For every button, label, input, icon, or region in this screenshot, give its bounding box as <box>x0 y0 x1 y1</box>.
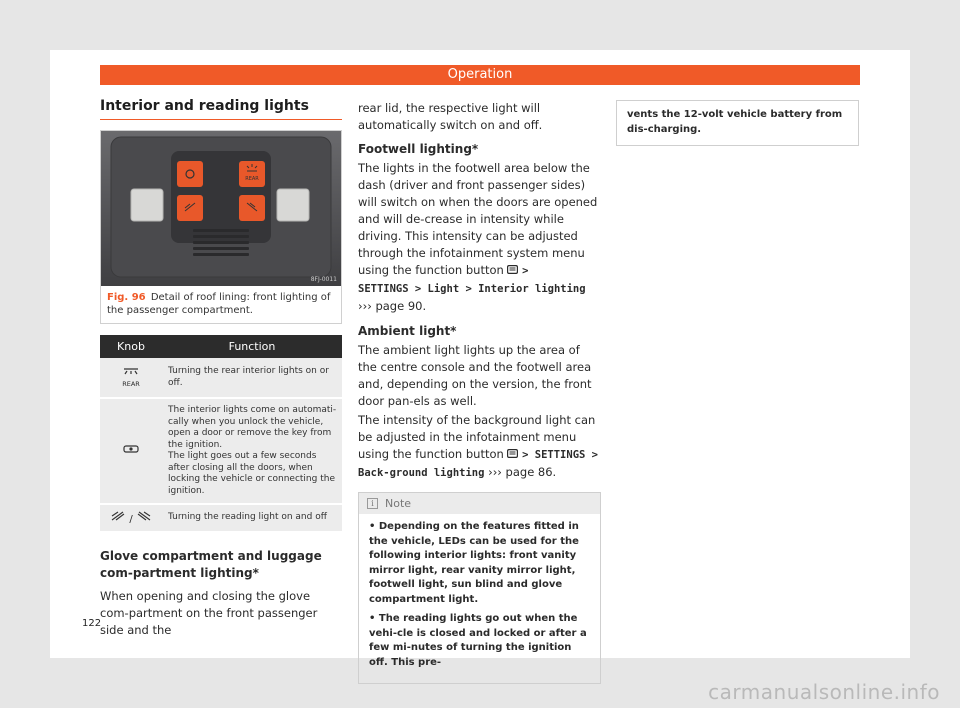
watermark: carmanualsonline.info <box>708 680 940 704</box>
footwell-title: Footwell lighting* <box>358 142 479 156</box>
figure-number: Fig. 96 <box>107 292 146 303</box>
footwell-paragraph <box>358 160 601 315</box>
rear-interior-light-icon <box>121 367 141 377</box>
figure-caption <box>101 286 341 323</box>
chapter-header: Operation <box>100 65 860 85</box>
ambient-text-1: The ambient light lights up the area of the centre console and the footwell area and, depending on the version, the front door pan-els as well. <box>358 343 592 408</box>
table-header-knob: Knob <box>100 335 162 358</box>
figure-96 <box>100 130 342 324</box>
note-item: • The reading lights go out when the vehi-cle is closed and locked or after a few mi-nutes of turning the ignition off. This pre- <box>369 613 587 668</box>
knob-function-table <box>100 335 342 533</box>
ambient-page-ref[interactable]: ››› page 86. <box>488 465 557 479</box>
function-cell: Turning the reading light on and off <box>162 504 342 532</box>
table-row <box>100 358 342 398</box>
page-number: 122 <box>82 618 102 629</box>
rear-button-label: REAR <box>245 176 259 182</box>
column-middle <box>358 100 601 684</box>
reading-light-left-icon <box>110 510 126 522</box>
footwell-menu-path: SETTINGS > Light > Interior lighting <box>358 283 586 295</box>
ambient-text-2: The intensity of the background light can be adjusted in the infotainment menu using the function button <box>358 413 596 461</box>
column-right <box>616 100 859 146</box>
ambient-paragraph-2 <box>358 412 601 482</box>
continued-text: rear lid, the respective light will automatically switch on and off. <box>358 101 543 132</box>
ambient-title: Ambient light* <box>358 324 457 338</box>
infotainment-menu-icon <box>507 265 518 274</box>
roof-lining-photo <box>101 131 341 286</box>
function-cell <box>162 398 342 504</box>
table-row <box>100 504 342 532</box>
table-row <box>100 398 342 504</box>
figure-caption-text: Detail of roof lining: front lighting of the passenger compartment. <box>107 292 331 316</box>
function-cell: Turning the rear interior lights on or off. <box>162 358 342 398</box>
reading-light-right-icon <box>136 510 152 522</box>
manual-page <box>50 50 910 668</box>
note-body <box>359 514 600 683</box>
note-item: • Depending on the features fitted in the vehicle, LEDs can be used for the following interior lights: front vanity mirror light, rear vanity mirror light, footwell light, sun blind and glove compartment light. <box>369 521 579 605</box>
note-box <box>358 492 601 684</box>
knob-cell <box>100 398 162 504</box>
note-header <box>359 493 600 514</box>
figure-code: 8FJ-0011 <box>310 276 337 283</box>
function-text: The interior lights come on automati-cally when you unlock the vehicle, open a door or remove the key from the ignition. <box>168 405 337 450</box>
glove-title: Glove compartment and luggage com-partment lighting* <box>100 549 322 580</box>
ambient-menu-path: > SETTINGS > Back-ground lighting <box>358 449 598 479</box>
footwell-menu-sep: > <box>522 265 529 277</box>
section-title: Interior and reading lights <box>100 98 342 120</box>
table-header-function: Function <box>162 335 342 358</box>
table-header-row <box>100 335 342 358</box>
roof-lining-illustration <box>101 131 341 286</box>
knob-cell <box>100 504 162 532</box>
info-icon: i <box>367 498 378 509</box>
knob-separator: / <box>129 513 133 525</box>
footwell-page-ref[interactable]: ››› page 90. <box>358 299 427 313</box>
infotainment-menu-icon <box>507 449 518 458</box>
glove-text: When opening and closing the glove com-partment on the front passenger side and the <box>100 589 318 637</box>
door-contact-light-icon <box>122 444 140 454</box>
column-left <box>100 98 342 639</box>
function-text-2: The light goes out a few seconds after closing all the doors, when locking the vehicle or connecting the ignition. <box>168 451 335 496</box>
note-continuation: vents the 12-volt vehicle battery from dis-charging. <box>616 100 859 146</box>
knob-cell <box>100 358 162 398</box>
footwell-text: The lights in the footwell area below the dash (driver and front passenger sides) will switch on when the doors are opened and will de-crease in intensity while driving. This intensity can be adjusted through the infotainment system menu using the function button <box>358 161 598 277</box>
rear-knob-label: REAR <box>122 380 140 389</box>
note-label: Note <box>385 497 412 510</box>
